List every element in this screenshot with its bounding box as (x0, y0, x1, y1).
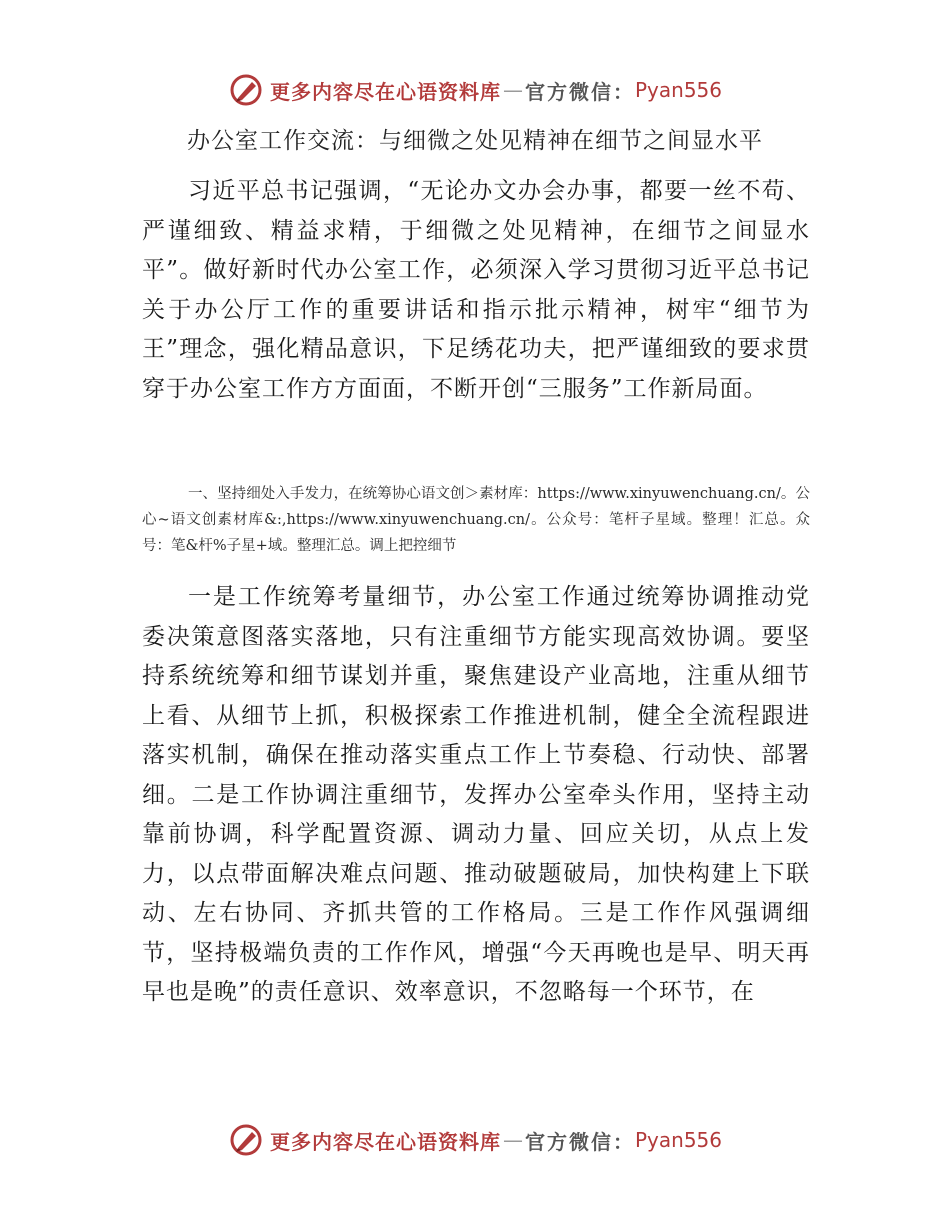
banner-wechat-id: Pyan556 (634, 78, 722, 102)
banner-main-text: 更多内容尽在心语资料库 (269, 79, 501, 104)
header-banner (0, 68, 950, 112)
pen-logo-icon (228, 1122, 264, 1158)
pen-logo-icon (228, 72, 264, 108)
banner-separator: — (502, 78, 523, 102)
document-title: 办公室工作交流：与细微之处见精神在细节之间显水平 (187, 128, 763, 154)
paragraph-intro: 习近平总书记强调，“无论办文办会办事，都要一丝不苟、严谨细致、精益求精，于细微之处见精神，在细节之间显水平”。做好新时代办公室工作，必须深入学习贯彻习近平总书记关于办公厅工作的重要讲话和指示批示精神，树牢“细节为王”理念，强化精品意识，下足绣花功夫，把严谨细致的要求贯穿于办公室工作方方面面，不断开创“三服务”工作新局面。 (142, 178, 810, 402)
footer-banner (0, 1118, 950, 1162)
paragraph-details: 一是工作统筹考量细节，办公室工作通过统筹协调推动党委决策意图落实落地，只有注重细节方能实现高效协调。要坚持系统统筹和细节谋划并重，聚焦建设产业高地，注重从细节上看、从细节上抓，积极探索工作推进机制，健全全流程跟进落实机制，确保在推动落实重点工作上节奏稳、行动快、部署细。二是工作协调注重细节，发挥办公室牵头作用，坚持主动靠前协调，科学配置资源、调动力量、回应关切，从点上发力，以点带面解决难点问题、推动破题破局，加快构建上下联动、左右协同、齐抓共管的工作格局。三是工作作风强调细节，坚持极端负责的工作作风，增强“今天再晚也是早、明天再早也是晚”的责任意识、效率意识，不忽略每一个环节，在 (142, 584, 810, 1005)
banner-separator: — (502, 1128, 523, 1152)
banner-wechat-id: Pyan556 (634, 1128, 722, 1152)
banner-official-label: 官方微信： (524, 79, 635, 104)
section-heading-note: 一、坚持细处入手发力，在统筹协心语文创＞素材库：https://www.xinyuwenchuang.cn/。公心~语文创素材库&:,https://www.xinyuwenchuang.cn/。公众号：笔杆子星域。整理！汇总。众号：笔&杆%子星+域。整理汇总。调上把控细节 (142, 486, 810, 554)
banner-main-text: 更多内容尽在心语资料库 (269, 1129, 501, 1154)
banner-official-label: 官方微信： (524, 1129, 635, 1154)
